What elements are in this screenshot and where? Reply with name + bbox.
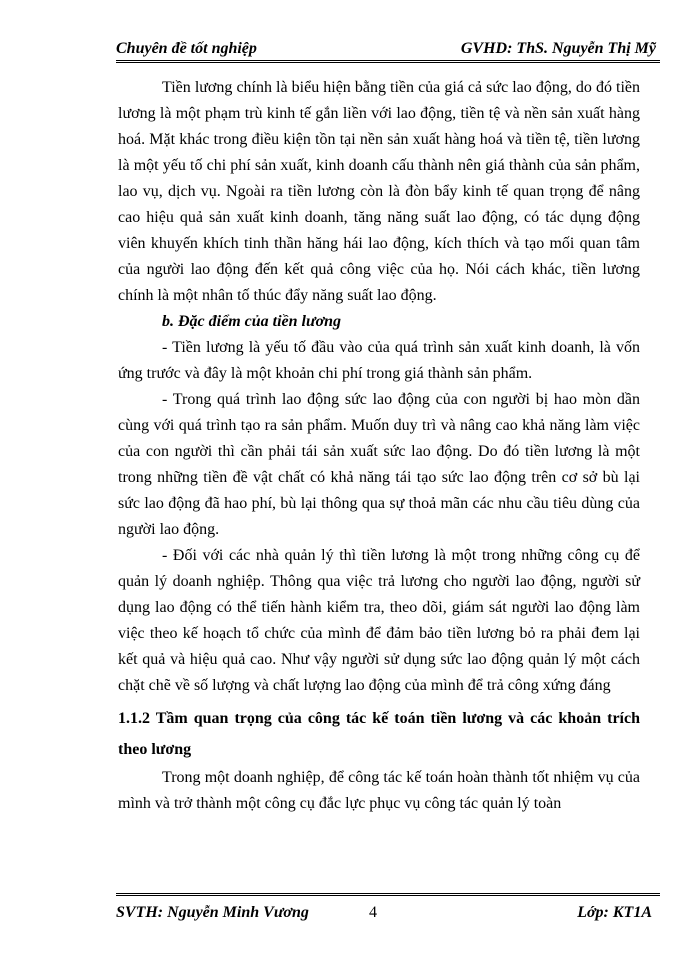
footer-class: Lớp: KT1A bbox=[577, 904, 652, 921]
paragraph-importance: Trong một doanh nghiệp, để công tác kế toán hoàn thành tốt nhiệm vụ của mình và trở thành một công cụ đắc lực phục vụ công tác quản lý toàn bbox=[118, 769, 640, 812]
page-footer bbox=[116, 893, 660, 926]
header-doc-title: Chuyên đề tốt nghiệp bbox=[116, 40, 257, 57]
page-header bbox=[116, 36, 660, 63]
paragraph-characteristic-3: - Đối với các nhà quản lý thì tiền lương là một trong những công cụ để quản lý doanh nghiệp. Thông qua việc trả lương cho người lao động, người sử dụng lao động có thể tiến hành kiểm tra, theo dõi, giám sát người lao động làm việc theo kế hoạch tổ chức của mình để đảm bảo tiền lương bỏ ra phải đem lại kết quả và hiệu quả cao. Như vậy người sử dụng sức lao động quản lý một cách chặt chẽ về số lượng và chất lượng lao động của mình để trả công xứng đáng bbox=[118, 547, 640, 694]
paragraph-salary-definition: Tiền lương chính là biểu hiện bằng tiền của giá cả sức lao động, do đó tiền lương là một phạm trù kinh tế gắn liền với lao động, tiền tệ và nền sản xuất hàng hoá. Mặt khác trong điều kiện tồn tại nền sản xuất hàng hoá và tiền tệ, tiền lương là một yếu tố chi phí sản xuất, kinh doanh cấu thành nên giá thành của sản phẩm, lao vụ, dịch vụ. Ngoài ra tiền lương còn là đòn bẩy kinh tế quan trọng để nâng cao hiệu quả sản xuất kinh doanh, tăng năng suất lao động, có tác dụng động viên khuyến khích tinh thần hăng hái lao động, kích thích và tạo mối quan tâm của người lao động đến kết quả công việc của họ. Nói cách khác, tiền lương chính là một nhân tố thúc đẩy năng suất lao động. bbox=[118, 79, 640, 304]
page-body bbox=[118, 75, 640, 817]
paragraph-characteristic-1: - Tiền lương là yếu tố đầu vào của quá trình sản xuất kinh doanh, là vốn ứng trước và đây là một khoản chi phí trong giá thành sản phẩm. bbox=[118, 339, 640, 382]
page-number: 4 bbox=[369, 904, 377, 921]
paragraph-characteristic-2: - Trong quá trình lao động sức lao động của con người bị hao mòn dần cùng với quá trình tạo ra sản phẩm. Muốn duy trì và nâng cao khả năng làm việc của con người thì cần phải tái sản xuất sức lao động. Do đó tiền lương là một trong những tiền đề vật chất có khả năng tái tạo sức lao động trên cơ sở bù lại sức lao động đã hao phí, bù lại thông qua sự thoả mãn các nhu cầu tiêu dùng của người lao động. bbox=[118, 391, 640, 538]
header-advisor: GVHD: ThS. Nguyễn Thị Mỹ bbox=[460, 40, 656, 57]
subheading-salary-characteristics: b. Đặc điểm của tiền lương bbox=[162, 313, 342, 330]
section-heading-1-1-2: 1.1.2 Tầm quan trọng của công tác kế toán tiền lương và các khoản trích theo lương bbox=[118, 710, 640, 758]
footer-student: SVTH: Nguyễn Minh Vương bbox=[116, 904, 309, 921]
